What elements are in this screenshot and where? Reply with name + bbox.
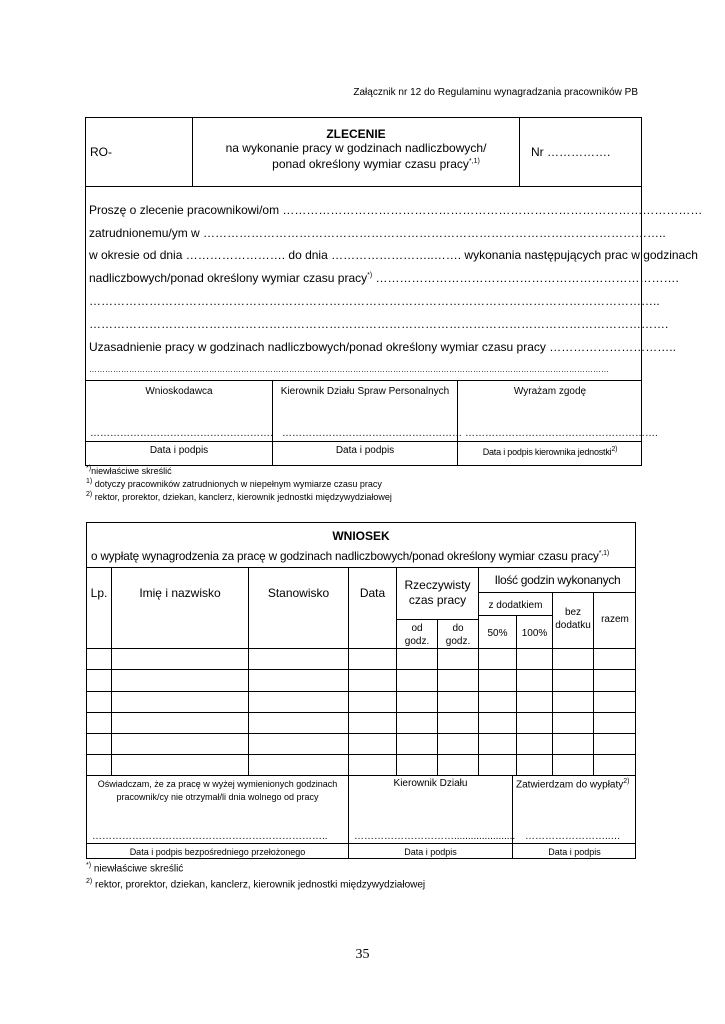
note2-cross-out-mark: *) — [86, 862, 92, 869]
approve-label-mark: 2) — [623, 778, 630, 785]
note1-part-time — [86, 478, 382, 489]
note2-authorities — [86, 878, 425, 890]
page-number: 35 — [355, 947, 370, 962]
applicant-signature-line[interactable]: ………………………………………………. — [90, 428, 273, 439]
approve-label — [516, 778, 630, 790]
hr-head-label: Kierownik Działu Spraw Personalnych — [280, 386, 450, 397]
note2-cross-out — [86, 862, 183, 874]
applicant-label: Wnioskodawca — [145, 386, 213, 397]
wniosek-title: WNIOSEK — [332, 529, 390, 543]
nr-field[interactable]: Nr ……………. — [531, 145, 611, 159]
signatures2-footer-line — [86, 843, 636, 844]
note1-cross-out-mark: *) — [86, 465, 92, 472]
wniosek-subtitle-mark: *,1) — [598, 550, 610, 558]
wniosek-subtitle-text: o wypłatę wynagrodzenia za pracę w godzinach nadliczbowych/ponad określony wymiar czasu pracy — [91, 550, 599, 563]
ro-label: RO- — [90, 145, 112, 159]
consent-signature-line[interactable]: …………………………………………………. — [465, 428, 658, 439]
hours-header-line — [478, 592, 636, 593]
note1-part-time-text: dotyczy pracowników zatrudnionych w niepełnym wymiarze czasu pracy — [92, 479, 382, 489]
zlecenie-title-block — [193, 127, 519, 171]
note1-authorities-text: rektor, prorektor, dziekan, kanclerz, kierownik jednostki międzywydziałowej — [92, 492, 392, 502]
approve-label-text: Zatwierdzam do wypłaty — [516, 779, 624, 791]
col-actual-time-2: czas pracy — [408, 593, 467, 607]
department-head-label: Kierownik Działu — [393, 778, 468, 789]
line-overtime-work[interactable] — [89, 271, 679, 285]
line-justification-cont[interactable]: …………………………………………………………………………………………………………………………………………………………………………… — [89, 365, 609, 374]
col-no-bonus-1: bez — [564, 607, 582, 618]
line-overtime-work-text: nadliczbowych/ponad określony wymiar czasu pracy — [89, 271, 368, 285]
col-from-2: godz. — [404, 636, 430, 647]
department-head-signature-line[interactable]: …………………………...................... — [354, 831, 516, 842]
col-50-percent: 50% — [487, 628, 508, 639]
col-total: razem — [601, 614, 629, 625]
col-from-1: od — [411, 623, 423, 634]
col-actual-time-1: Rzeczywisty — [404, 578, 471, 592]
table-row[interactable] — [86, 734, 636, 754]
note1-cross-out-text: niewłaściwe skreślić — [91, 466, 172, 476]
line-blank-2[interactable]: ………………………………………………………………………………………………………………………………. — [89, 317, 669, 331]
unit-head-date-sign-mark: 2) — [611, 446, 618, 453]
line-period[interactable]: w okresie od dnia ……………………. do dnia ……………………..……. wykonania następujących prac w godzinach — [89, 248, 698, 262]
col-to-2: godz. — [445, 636, 471, 647]
hr-head-date-sign: Data i podpis — [335, 445, 395, 456]
unit-head-date-sign — [458, 446, 642, 457]
declaration-line-2: pracownik/cy nie otrzymał/li dnia wolnego od pracy — [116, 792, 319, 802]
line-employed-in[interactable]: zatrudnionemu/ym w …………………………………………………………………………………………………….. — [89, 226, 666, 240]
signatures1-top-line — [85, 380, 642, 381]
document-header: Załącznik nr 12 do Regulaminu wynagradzania pracowników PB — [353, 87, 638, 98]
signatures1-footer-line — [85, 441, 642, 442]
wniosek-subtitle — [91, 550, 609, 563]
approve-signature-line[interactable]: ……………………..… — [525, 831, 621, 842]
zlecenie-subtitle-2-text: ponad określony wymiar czasu pracy — [272, 157, 469, 171]
line-overtime-work-mark: *) — [367, 272, 373, 279]
col-date: Data — [359, 586, 386, 600]
declaration-line-1: Oświadczam, że za pracę w wyżej wymienionych godzinach — [97, 779, 338, 789]
table-row[interactable] — [86, 692, 636, 712]
zlecenie-subtitle-1: na wykonanie pracy w godzinach nadliczbowych/ — [225, 141, 487, 155]
table-row[interactable] — [86, 713, 636, 733]
col-lp: Lp. — [90, 586, 108, 600]
zlecenie-subtitle-2 — [193, 155, 519, 171]
col-no-bonus — [553, 606, 593, 632]
col-to — [438, 622, 478, 648]
supervisor-signature-line[interactable]: …………………………………………………………….. — [92, 831, 328, 842]
note2-authorities-text: rektor, prorektor, dziekan, kanclerz, kierownik jednostki międzywydziałowej — [92, 879, 426, 891]
table-row[interactable] — [86, 670, 636, 691]
declaration — [87, 778, 348, 804]
col-actual-time — [397, 578, 478, 608]
col-to-1: do — [452, 623, 464, 634]
note1-authorities — [86, 491, 392, 502]
col-100-percent: 100% — [521, 628, 548, 639]
applicant-date-sign: Data i podpis — [149, 445, 209, 456]
note2-authorities-mark: 2) — [86, 878, 93, 885]
table-row[interactable] — [86, 755, 636, 775]
col-position: Stanowisko — [267, 586, 330, 600]
col-from — [397, 622, 437, 648]
hr-head-signature-line[interactable]: ……………………………………………… — [282, 428, 462, 439]
row-line-6 — [86, 775, 636, 776]
note1-cross-out — [86, 465, 172, 476]
line-overtime-work-dots: …………………………………………………………………. — [372, 271, 679, 285]
zlecenie-divider-right — [519, 117, 520, 186]
note2-cross-out-text: niewłaściwe skreślić — [91, 863, 184, 875]
line-justification[interactable]: Uzasadnienie pracy w godzinach nadliczbowych/ponad określony wymiar czasu pracy ………………………….. — [89, 340, 676, 354]
supervisor-date-sign: Data i podpis bezpośredniego przełożonego — [129, 847, 306, 857]
note1-authorities-mark: 2) — [86, 491, 93, 498]
col-no-bonus-2: dodatku — [555, 620, 591, 631]
approve-date-sign: Data i podpis — [548, 847, 601, 857]
line-employee[interactable]: Proszę o zlecenie pracownikowi/om …………………………………………………………………………………………… — [89, 203, 703, 217]
table-top-line — [86, 567, 636, 568]
with-bonus-line — [478, 615, 552, 616]
zlecenie-header-divider — [85, 186, 642, 187]
zlecenie-title: ZLECENIE — [326, 127, 386, 141]
department-head-date-sign: Data i podpis — [404, 847, 457, 857]
table-row[interactable] — [86, 649, 636, 669]
unit-head-date-sign-text: Data i podpis kierownika jednostki — [482, 447, 612, 457]
consent-label: Wyrażam zgodę — [513, 386, 587, 397]
line-blank-1[interactable]: …………………………………………………………………………………………………………………………….. — [89, 294, 660, 308]
col-hours-worked: Ilość godzin wykonanych — [494, 573, 621, 587]
zlecenie-subtitle-2-mark: *,1) — [468, 158, 480, 165]
note1-part-time-mark: 1) — [86, 478, 93, 485]
col-with-bonus: z dodatkiem — [488, 600, 543, 611]
col-name: Imię i nazwisko — [139, 586, 221, 600]
